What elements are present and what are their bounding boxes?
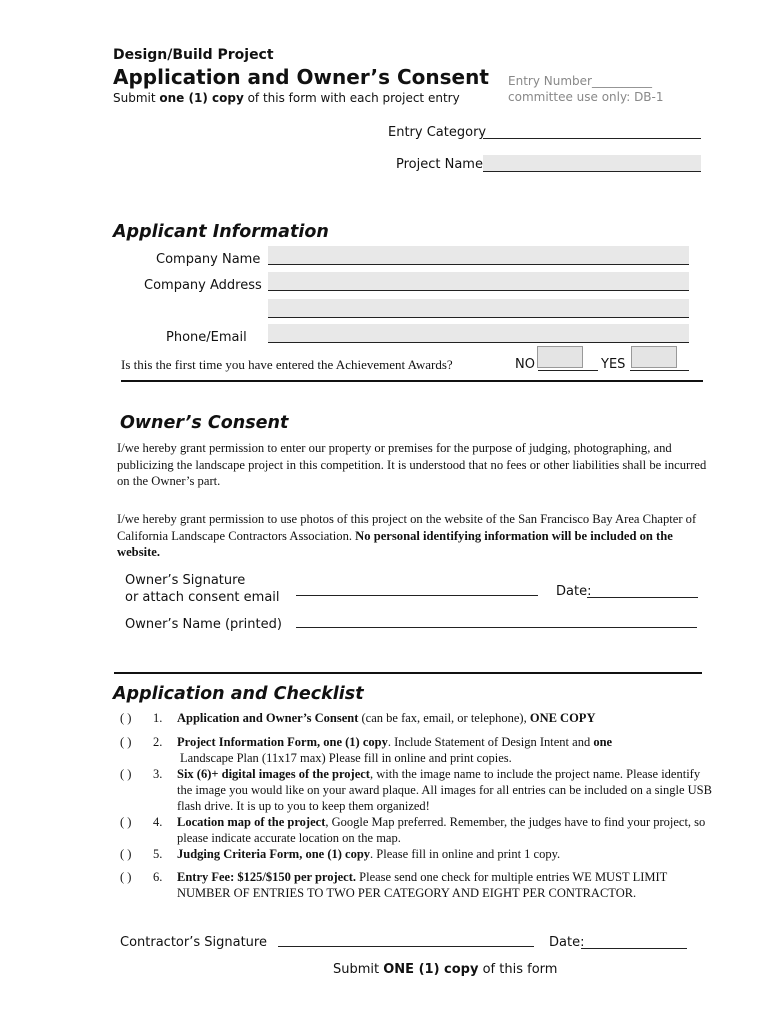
company-name-field[interactable]	[268, 246, 689, 265]
yes-checkbox[interactable]	[631, 346, 677, 368]
consent-paragraph-1: I/we hereby grant permission to enter our property or premises for the purpose of judging, photographing, and publicizing the landscape project in this competition. It is understood that no fees or other liabilities shall be incurred on the Owner’s part.	[117, 441, 707, 488]
owner-date-field[interactable]	[587, 584, 698, 598]
item-text: Please send one check for multiple entries WE MUST LIMIT NUMBER OF ENTRIES TO TWO PER CATEGORY AND EIGHT PER CONTRACTOR.	[177, 870, 668, 900]
item-number: 5.	[153, 847, 163, 861]
checkbox-item-1[interactable]: ( )	[120, 711, 132, 725]
item-bold: Application and Owner’s Consent	[177, 711, 359, 725]
footer-pre: Submit	[333, 962, 384, 977]
footer-instruction	[333, 962, 557, 977]
item-bold: Project Information Form, one (1) copy	[177, 735, 388, 749]
contractor-signature-field[interactable]	[278, 932, 534, 947]
owner-date-label: Date:	[556, 584, 592, 599]
checkbox-item-5[interactable]: ( )	[120, 847, 132, 861]
entry-number: Entry Number__________	[508, 74, 652, 88]
consent-heading: Owner’s Consent	[120, 413, 289, 433]
item-text: . Include Statement of Design Intent and	[387, 735, 594, 749]
checklist-item-2	[177, 734, 717, 766]
form-kicker: Design/Build Project	[113, 47, 274, 63]
submit-bold: one (1) copy	[159, 91, 244, 105]
no-label: NO	[515, 357, 535, 372]
applicant-heading: Applicant Information	[113, 222, 329, 242]
phone-email-label: Phone/Email	[166, 330, 247, 345]
item-text: , Google Map preferred. Remember, the judges have to find your project, so please indicate accurate location on the map.	[177, 815, 706, 845]
footer-post: of this form	[478, 962, 558, 977]
project-name-label: Project Name	[396, 157, 483, 172]
yes-label: YES	[601, 357, 626, 372]
owner-signature-field[interactable]	[296, 582, 538, 596]
item-text: . Please fill in online and print 1 copy.	[370, 847, 561, 861]
item-number: 6.	[153, 870, 163, 884]
consent-paragraph-2-bold: No personal identifying information will be included on the website.	[117, 528, 673, 559]
checklist-item-3	[177, 766, 717, 814]
item-bold: Six (6)+ digital images of the project	[177, 767, 370, 781]
section-divider-2	[114, 672, 702, 674]
contractor-date-label: Date:	[549, 935, 585, 950]
committee-note: committee use only: DB-1	[508, 90, 664, 104]
company-address-label: Company Address	[144, 278, 262, 293]
item-number: 4.	[153, 815, 163, 829]
item-bold: Judging Criteria Form, one (1) copy	[177, 847, 371, 861]
owner-name-label: Owner’s Name (printed)	[125, 617, 282, 632]
company-name-label: Company Name	[156, 252, 261, 267]
phone-email-field[interactable]	[268, 324, 689, 343]
item-number: 1.	[153, 711, 163, 725]
item-text: , with the image name to include the project name. Please identify the image you would like on your award plaque. All images for all entries can be included on a single USB flash drive. It is up to you to keep them organized!	[177, 767, 712, 813]
checkbox-item-3[interactable]: ( )	[120, 767, 132, 781]
form-title: Application and Owner’s Consent	[113, 65, 489, 89]
checkbox-item-4[interactable]: ( )	[120, 815, 132, 829]
checklist-heading: Application and Checklist	[113, 684, 364, 704]
item-number: 2.	[153, 735, 163, 749]
submit-pre: Submit	[113, 91, 160, 105]
owner-signature-label: Owner’s Signature	[125, 573, 246, 588]
first-time-question: Is this the first time you have entered the Achievement Awards?	[121, 357, 453, 372]
item-bold: Location map of the project	[177, 815, 326, 829]
checkbox-item-2[interactable]: ( )	[120, 735, 132, 749]
item-text: (can be fax, email, or telephone),	[358, 711, 530, 725]
project-name-field[interactable]	[483, 155, 701, 172]
contractor-signature-label: Contractor’s Signature	[120, 935, 267, 950]
entry-category-label: Entry Category	[388, 125, 487, 140]
checklist-item-5	[177, 846, 717, 862]
consent-paragraph-2-text: I/we hereby grant permission to use photos of this project on the website of the San Francisco Bay Area Chapter of California Landscape Contractors Association.	[117, 512, 697, 543]
item-number: 3.	[153, 767, 163, 781]
entry-category-field[interactable]	[483, 123, 701, 139]
owner-name-field[interactable]	[296, 614, 697, 628]
submit-instruction	[113, 91, 460, 105]
submit-post: of this form with each project entry	[243, 91, 460, 105]
company-address-field-1[interactable]	[268, 272, 689, 291]
item-bold: Entry Fee: $125/$150 per project.	[177, 870, 357, 884]
footer-bold: ONE (1) copy	[383, 962, 479, 977]
checklist-item-1	[177, 710, 717, 726]
no-checkbox[interactable]	[537, 346, 583, 368]
checklist-item-6	[177, 869, 717, 901]
item-bold-2: ONE COPY	[529, 711, 596, 725]
checkbox-item-6[interactable]: ( )	[120, 870, 132, 884]
company-address-field-2[interactable]	[268, 299, 689, 318]
item-text-line-2: Landscape Plan (11x17 max) Please fill in online and print copies.	[180, 751, 512, 765]
contractor-date-field[interactable]	[581, 934, 687, 949]
section-divider-1	[121, 380, 703, 382]
item-bold-2: one	[593, 735, 613, 749]
owner-signature-sublabel: or attach consent email	[125, 590, 280, 605]
checklist-item-4	[177, 814, 717, 846]
consent-paragraph-2	[117, 511, 709, 561]
